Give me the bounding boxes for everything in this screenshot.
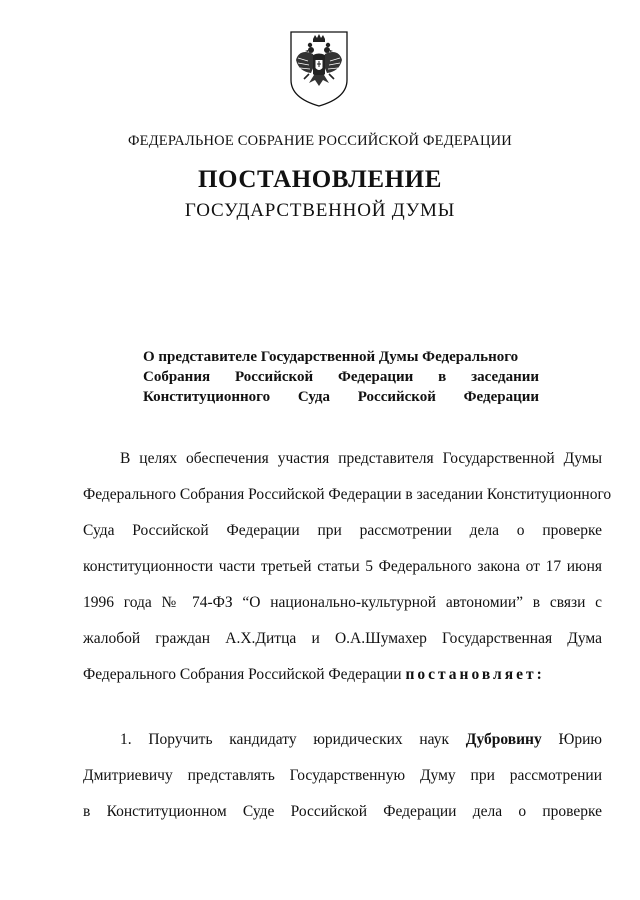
- document-type: ПОСТАНОВЛЕНИЕ: [197, 166, 443, 193]
- text-fragment: 1. Поручить кандидату юридических наук: [120, 731, 466, 748]
- text-line: Суда Российской Федерации при рассмотрении дела о проверке: [83, 522, 602, 539]
- text-line: 1996 года № 74-ФЗ “О национально-культурной автономии” в связи с: [83, 594, 602, 611]
- text-line: [83, 657, 602, 693]
- text-fragment: Юрию: [541, 731, 603, 748]
- person-surname: Дубровину: [465, 731, 542, 748]
- text-fragment: Федерального Собрания Российской Федерации: [83, 666, 406, 683]
- text-line: конституционности части третьей статьи 5 Федерального закона от 17 июня: [83, 558, 602, 575]
- title-line: Собрания Российской Федерации в заседании: [143, 369, 539, 385]
- title-line: Конституционного Суда Российской Федерации: [143, 389, 539, 405]
- russian-coat-of-arms-icon: [287, 28, 351, 108]
- organization-header: ФЕДЕРАЛЬНОЕ СОБРАНИЕ РОССИЙСКОЙ ФЕДЕРАЦИИ: [128, 133, 512, 149]
- text-line: в Конституционном Суде Российской Федерации дела о проверке: [83, 803, 602, 820]
- text-line: Федерального Собрания Российской Федерации в заседании Конституционного: [83, 486, 612, 503]
- text-line: Дмитриевичу представлять Государственную Думу при рассмотрении: [83, 767, 602, 784]
- issuer-name: ГОСУДАРСТВЕННОЙ ДУМЫ: [184, 200, 456, 221]
- preamble-paragraph: [83, 441, 612, 693]
- text-line: жалобой граждан А.Х.Дитца и О.А.Шумахер Государственная Дума: [83, 630, 602, 647]
- document-title: [143, 347, 539, 407]
- text-line: В целях обеспечения участия представителя Государственной Думы: [120, 450, 602, 467]
- resolution-keyword: постановляет:: [405, 666, 545, 683]
- title-line: О представителе Государственной Думы Федерального: [143, 349, 519, 365]
- text-line: [83, 722, 602, 758]
- item-1-paragraph: [83, 722, 602, 830]
